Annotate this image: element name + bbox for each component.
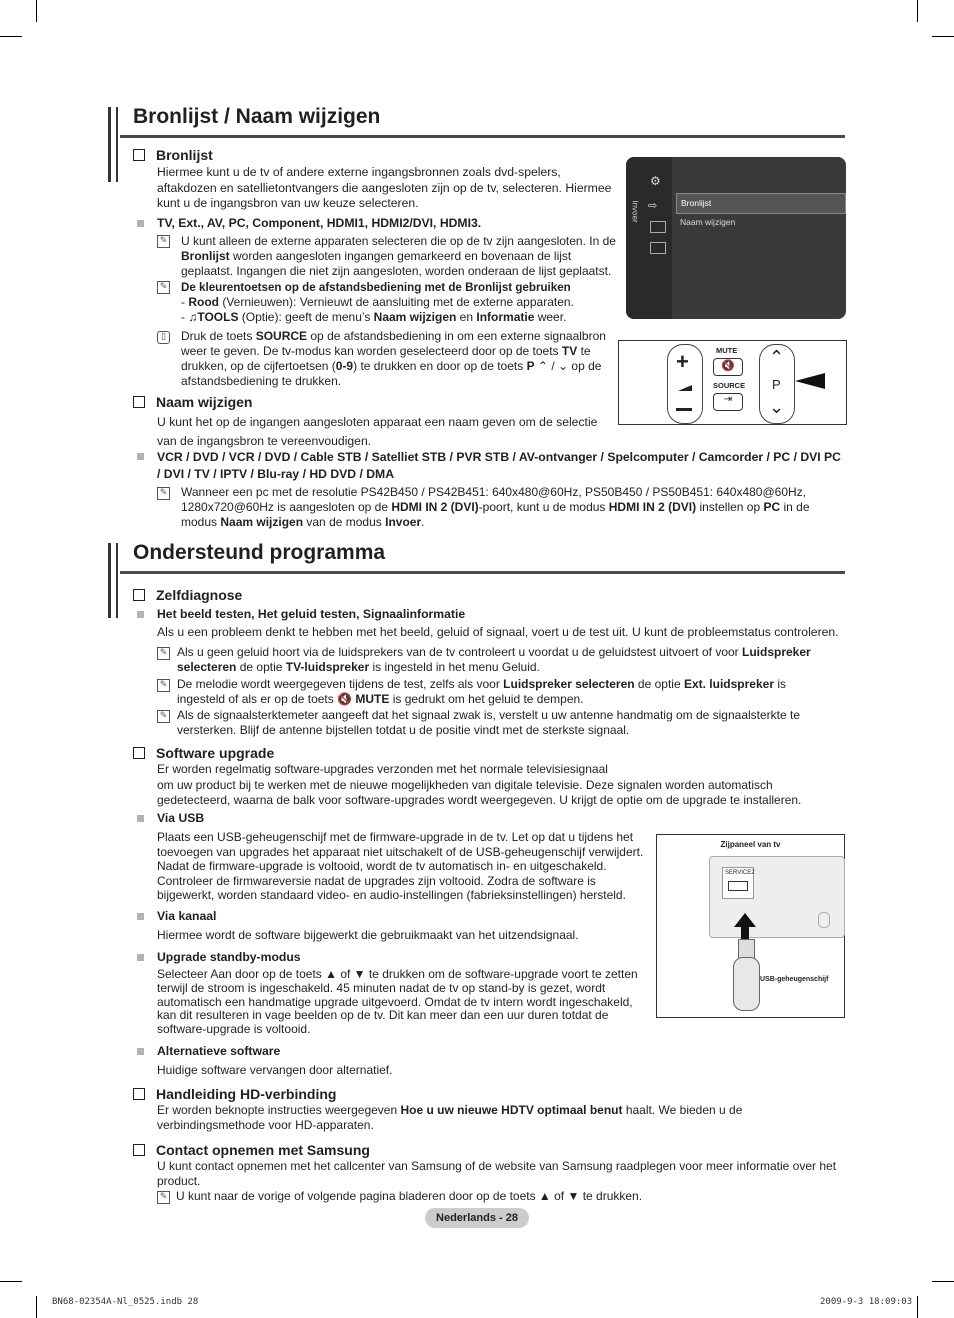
checkbox-icon [133,747,145,759]
section-title-ondersteund: Ondersteund programma [133,541,386,564]
print-slug-right: 2009-9-3 18:09:03 [820,1297,913,1307]
bronlijst-body: Hiermee kunt u de tv of andere externe ingangsbronnen zoals dvd-spelers, aftakdozen en satellietontvangers die aangesloten zijn op de tv, selecteren. Hiermee kunt u de ingangsbron van uw keuze selecteren. [157,165,612,210]
source-label: SOURCE [713,381,746,390]
volume-rocker [667,344,703,424]
usb-body: Plaats een USB-geheugenschijf met de firmware-upgrade in de tv. Let op dat u tijdens het toevoegen van upgrades het apparaat niet uitschakelt of de USB-geheugenschijf verwijdert. Nadat de firmware-upgrade is voltooid, wordt de tv automatisch in- en uitgeschakeld. Controleer de firmwareversie nadat de upgrades zijn voltooid. Zodra de software is bijgewerkt, worden standaard video- en audio-instellingen (fabrieksinstellingen) hersteld. [157,830,644,903]
note-icon: ✎ [157,679,170,692]
heading-contact-samsung: Contact opnemen met Samsung [133,1142,370,1158]
figure-caption-side: USB-geheugenschijf [760,976,829,983]
heading-bronlijst: Bronlijst [133,147,213,163]
remote-illustration [618,340,847,425]
bullet-square-icon [137,954,144,961]
checkbox-icon [133,149,145,161]
source-icon: ⇥ [713,393,743,411]
note-icon: ✎ [157,1191,170,1204]
heading-zelfdiagnose: Zelfdiagnose [133,587,242,603]
section-bar [108,107,111,182]
usb-port-label: SERVICE2 [725,870,755,876]
bullet-square-icon [137,1048,144,1055]
software-body-2: om uw product bij te werken met de nieuwe mogelijkheden van digitale televisie. Deze signalen worden automatisch gedetecteerd, waarna de balk voor software-upgrades wordt weergegeven. U krijgt de optie om de upgrade te installeren. [157,778,802,807]
mute-label: MUTE [716,346,738,355]
usb-title: Via USB [157,811,205,825]
note-icon: ✎ [157,281,170,294]
mute-icon: 🔇 [713,358,743,376]
contact-note: U kunt naar de vorige of volgende pagina bladeren door op de toets ▲ of ▼ te drukken. [176,1189,643,1203]
heading-naam-wijzigen: Naam wijzigen [133,394,252,410]
section-bar [116,543,118,618]
crop-mark [36,1296,37,1318]
pointer-arrow-icon [795,373,825,389]
kanaal-body: Hiermee wordt de software bijgewerkt die gebruikmaakt van het uitzendsignaal. [157,928,579,942]
checkbox-icon [133,589,145,601]
tools-icon: ♫ [188,310,198,324]
crop-mark [917,0,918,22]
checkbox-icon [133,396,145,408]
alt-body: Huidige software vervangen door alternatief. [157,1063,393,1077]
p-label: P [772,377,781,392]
crop-mark [0,36,22,37]
usb-stick-icon [733,957,760,1011]
naam-note: Wanneer een pc met de resolutie PS42B450 / PS42B451: 640x480@60Hz, PS50B450 / PS50B451: 640x480@60Hz, 1280x720@60Hz is aangesloten op de HDMI IN 2 (DVI)-poort, kunt u de modus HDMI IN 2 (DVI) instellen op PC in de modus Naam wijzigen van de modus Invoer. [181,485,810,529]
rood-line: - Rood (Vernieuwen): Vernieuwt de aansluiting met de externe apparaten. [181,295,574,309]
bullet-square-icon [137,815,144,822]
contact-body: U kunt contact opnemen met het callcenter van Samsung of de website van Samsung raadplegen voor meer informatie over het product. [157,1159,837,1188]
page-number: Nederlands - 28 [425,1208,529,1228]
chevron-up-icon: ⌃ [537,359,548,373]
figure-caption-top: Zijpaneel van tv [720,840,781,849]
title-rule [120,571,845,574]
note-icon: ✎ [157,647,170,660]
checkbox-icon [133,1088,145,1100]
bullet-square-icon [137,611,144,618]
app-icon [650,242,666,254]
mute-icon: 🔇 [337,692,356,706]
arrow-up-icon [734,913,756,927]
crop-mark [917,1296,918,1318]
crop-mark [0,1281,22,1282]
plus-icon: + [676,349,689,374]
chevron-up-icon: ⌃ [769,347,785,367]
tv-menu-item-selected [676,193,846,214]
crop-mark [36,0,37,22]
note-icon: ✎ [157,710,170,723]
remote-note-icon: ▯ [157,331,170,344]
crop-mark [932,36,954,37]
usb-port-icon [728,881,748,891]
title-rule [120,135,845,138]
heading-software-upgrade: Software upgrade [133,745,274,761]
standby-body: Selecteer Aan door op de toets ▲ of ▼ te drukken om de software-upgrade voort te zetten terwijl de stroom is ingeschakeld. 45 minuten nadat de tv op stand-by is gezet, wordt automatisch een handmatige upgrade uitgevoerd. Omdat de tv intern wordt ingeschakeld, kan dit resulteren in vage beelden op de tv. Dit kan meer dan een uur duren totdat de software-upgrade is voltooid. [157,967,638,1037]
crop-mark [932,1281,954,1282]
tv-side-panel [709,856,845,938]
chevron-down-icon: ⌄ [769,397,785,417]
usb-figure [656,834,845,1018]
software-body-1: Er worden regelmatig software-upgrades verzonden met het normale televisiesignaal [157,762,608,776]
tv-menu-sidebar [626,157,672,319]
zelf-note-3: Als de signaalsterktemeter aangeeft dat het signaal zwak is, verstelt u uw antenne handmatig om de signaalsterkte te versterken. Blijf de antenne bijstellen totdat u de positie vindt met de sterkste signaal. [177,708,801,737]
section-bar [108,543,111,618]
zelf-note-1: Als u geen geluid hoort via de luidsprekers van de tv controleert u voordat u de geluidstest uitvoert of voor Luidspreker selecteren de optie TV-luidspreker is ingesteld in het menu Geluid. [177,645,811,674]
kanaal-title: Via kanaal [157,909,217,923]
alt-title: Alternatieve software [157,1044,281,1058]
print-slug-left: BN68-02354A-Nl_0525.indb 28 [52,1297,199,1307]
bullet-square-icon [137,453,144,460]
chevron-down-icon: ⌄ [558,359,569,373]
standby-title: Upgrade standby-modus [157,950,301,964]
tv-menu-side-label: Invoer [630,200,640,223]
zelf-note-2: De melodie wordt weergegeven tijdens de test, zelfs als voor Luidspreker selecteren de optie Ext. luidspreker is ingesteld of als er op de toets 🔇 MUTE is gedrukt om het geluid te dempen. [177,677,786,706]
minus-icon [676,408,692,411]
picture-icon [650,221,666,233]
input-icon: ⇨ [648,200,658,212]
usb-port-frame [722,867,754,899]
volume-icon [678,385,692,391]
bullet-square-icon [137,220,144,227]
gear-icon: ⚙ [650,174,661,188]
note-icon: ✎ [157,235,170,248]
channel-rocker [759,344,795,424]
naam-body: U kunt het op de ingangen aangesloten apparaat een naam geven om de selectie van de ingangsbron te vereenvoudigen. [157,415,598,448]
section-title-bronlijst: Bronlijst / Naam wijzigen [133,105,381,128]
bullet-square-icon [137,913,144,920]
checkbox-icon [133,1144,145,1156]
naam-devices: VCR / DVD / VCR / DVD / Cable STB / Satelliet STB / PVR STB / AV-ontvanger / Spelcomputer / Camcorder / PC / DVI PC / DVI / TV / IPTV / Blu-ray / HD DVD / DMA [157,450,841,481]
hd-body: Er worden beknopte instructies weergegeven Hoe u uw nieuwe HDTV optimaal benut haalt. We bieden u de verbindingsmethode voor HD-apparaten. [157,1103,743,1132]
arrow-shaft [741,926,749,940]
tv-menu-screenshot [626,157,846,319]
tv-menu-item: Naam wijzigen [680,217,736,227]
heading-hd-verbinding: Handleiding HD-verbinding [133,1086,336,1102]
tools-line: - ♫TOOLS (Optie): geeft de menu’s Naam wijzigen en Informatie weer. [181,310,567,324]
bronlijst-note-1: U kunt alleen de externe apparaten selecteren die op de tv zijn aangesloten. In de Bronlijst worden aangesloten ingangen gemarkeerd en bovenaan de lijst geplaatst. Ingangen die niet zijn aangesloten, worden onderaan de lijst geplaatst. [181,234,616,278]
tv-menu-item-label: Bronlijst [681,198,712,208]
zelf-body: Als u een probleem denkt te hebben met het beeld, geluid of signaal, voert u de test uit. U kunt de probleemstatus controleren. [157,625,839,639]
zelf-sub: Het beeld testen, Het geluid testen, Signaalinformatie [157,607,466,621]
bronlijst-note-3: Druk de toets SOURCE op de afstandsbediening in om een externe signaalbron weer te geven. De tv-modus kan worden geselecteerd door op de toets TV te drukken, op de cijfertoetsen (0-9) te drukken en door op de toets P ⌃ / ⌄ op de afstandsbediening te drukken. [181,329,606,388]
section-bar [116,107,118,182]
bronlijst-note-2: De kleurentoetsen op de afstandsbediening met de Bronlijst gebruiken [181,281,571,294]
bronlijst-sources: TV, Ext., AV, PC, Component, HDMI1, HDMI2/DVI, HDMI3. [157,216,482,230]
note-icon: ✎ [157,487,170,500]
jack-icon [818,912,830,928]
